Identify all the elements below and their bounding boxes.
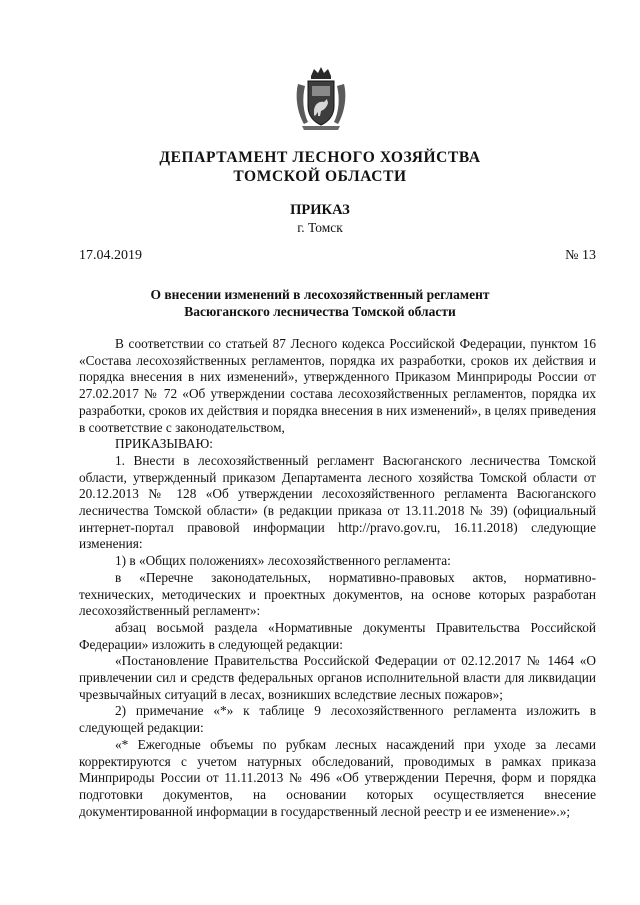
subitem-2: 2) примечание «*» к таблице 9 лесохозяйственного регламента изложить в следующей редакции: <box>79 703 596 736</box>
document-date: 17.04.2019 <box>79 248 142 263</box>
department-name-line1: ДЕПАРТАМЕНТ ЛЕСНОГО ХОЗЯЙСТВА <box>159 149 481 166</box>
order-word: ПРИКАЗЫВАЮ: <box>115 436 213 452</box>
document-title-line1: О внесении изменений в лесохозяйственный регламент <box>150 287 490 302</box>
document-type: ПРИКАЗ <box>290 202 350 218</box>
document-body <box>79 336 596 820</box>
city: г. Томск <box>297 220 343 235</box>
subitem-1-paragraph: абзац восьмой раздела «Нормативные документы Правительства Российской Федерации» изложить в следующей редакции: <box>79 619 596 652</box>
document-number: № 13 <box>565 248 596 263</box>
subitem-1-list: в «Перечне законодательных, нормативно-правовых актов, нормативно-технических, методических и проектных документов, на основе которых разработан лесохозяйственный регламент»: <box>79 569 596 619</box>
department-name-line2: ТОМСКОЙ ОБЛАСТИ <box>233 168 407 185</box>
subitem-1-quote: «Постановление Правительства Российской Федерации от 02.12.2017 № 1464 «О привлечении сил и средств федеральных органов исполнительной власти для ликвидации чрезвычайных ситуаций в лесах, возникших вследствие лесных пожаров»; <box>79 653 596 702</box>
subitem-2-quote: «* Ежегодные объемы по рубкам лесных насаждений при уходе за лесами корректируются с учетом натурных обследований, проводимых в рамках приказа Минприроды России от 11.11.2013 № 496 «Об утверждении Перечня, форм и порядка подготовки документов, на основании которых осуществляется внесение документированной информации в государственный лесной реестр и ее изменение».»; <box>79 736 596 819</box>
intro-paragraph: В соответствии со статьей 87 Лесного кодекса Российской Федерации, пунктом 16 «Состава лесохозяйственных регламентов, порядка их разработки, сроков их действия и порядка внесения в них изменений», утвержденного Приказом Минприроды России от 27.02.2017 № 72 «Об утверждении состава лесохозяйственных регламентов, порядка их разработки, сроков их действия и порядка внесения в них изменений», в целях приведения в соответствие с законодательством, <box>79 336 596 435</box>
subitem-1: 1) в «Общих положениях» лесохозяйственного регламента: <box>115 553 451 569</box>
coat-of-arms-icon <box>294 66 348 132</box>
item-1: 1. Внести в лесохозяйственный регламент Васюганского лесничества Томской области, утвержденный приказом Департамента лесного хозяйства Томской области от 20.12.2013 № 128 «Об утверждении лесохозяйственного регламента Васюганского лесничества Томской области» (в редакции приказа от 13.11.2018 № 39) (официальный интернет-портал правовой информации http://pravo.gov.ru, 16.11.2018) следующие изменения: <box>79 452 596 552</box>
document-title-line2: Васюганского лесничества Томской области <box>184 304 456 319</box>
